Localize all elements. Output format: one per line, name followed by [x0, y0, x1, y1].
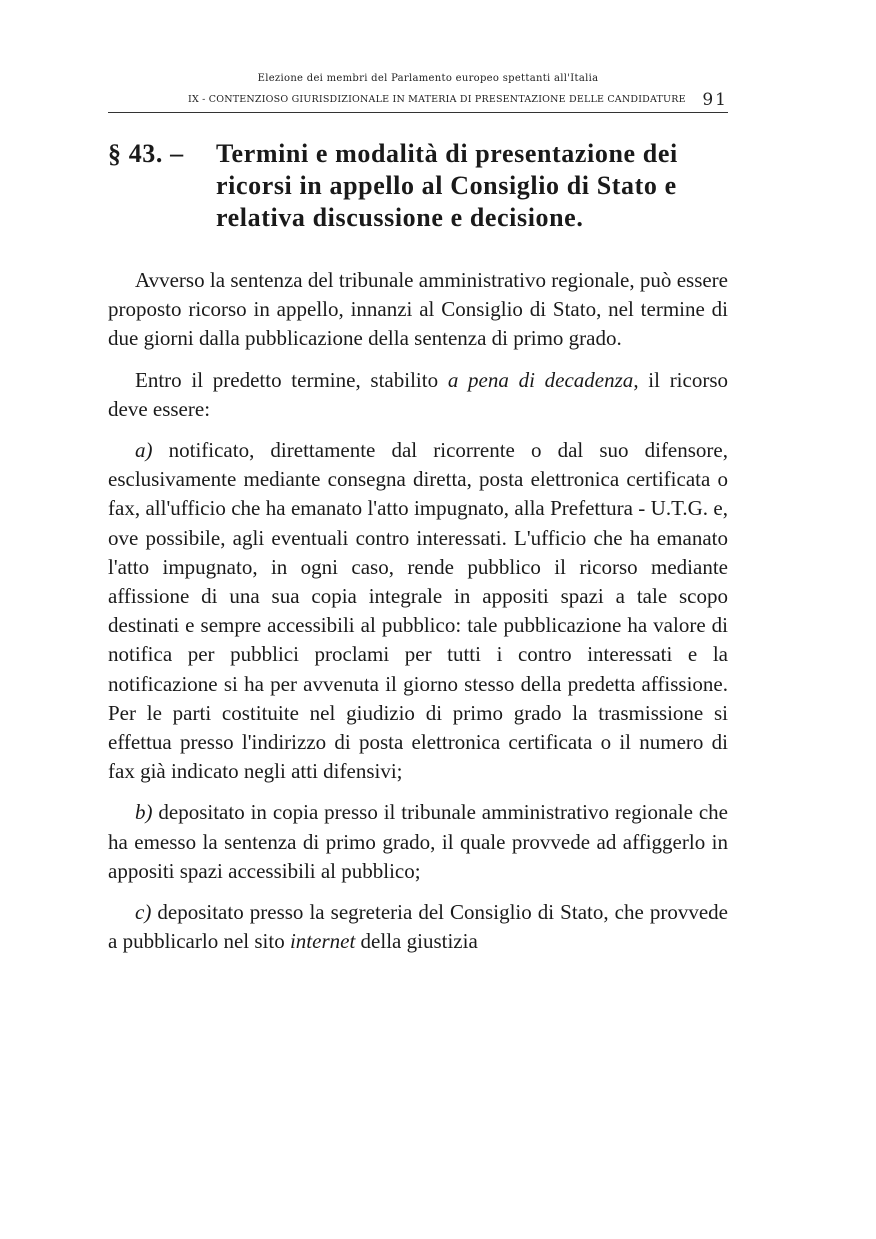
section-title: Termini e modalità di presentazione dei ricorsi in appello al Consiglio di Stato e relativa discussione e decisione.: [216, 139, 678, 232]
item-text: notificato, direttamente dal ricorrente o dal suo difensore, esclusivamente mediante consegna diretta, posta elettronica certificata o fax, all'ufficio che ha emanato l'atto impugnato, alla Prefettura - U.T.G. e, ove possibile, agli eventuali contro interessati. L'ufficio che ha emanato l'atto impugnato, in ogni caso, rende pubblico il ricorso mediante affissione di una sua copia integrale in appositi spazi a tale scopo destinati e sempre accessibili al pubblico: tale pubblicazione ha valore di notifica per pubblici proclami per tutti i contro interessati e la notificazione si ha per avvenuta il giorno stesso della predetta affissione. Per le parti costituite nel giudizio di primo grado la trasmissione si effettua presso l'indirizzo di posta elettronica certificata o il numero di fax già indicato negli atti difensivi;: [108, 438, 728, 784]
item-text: depositato presso la segreteria del Consiglio di Stato, che provvede a pubblicarlo nel sito: [108, 900, 728, 954]
header-rule: [108, 112, 728, 113]
list-item-c: [108, 898, 728, 956]
running-head: [108, 72, 728, 113]
list-item-b: [108, 798, 728, 886]
list-item-a: [108, 436, 728, 786]
section-number: § 43. –: [108, 139, 184, 168]
paragraph: Avverso la sentenza del tribunale amministrativo regionale, può essere proposto ricorso in appello, innanzi al Consiglio di Stato, nel termine di due giorni dalla pubblicazione della sentenza di primo grado.: [108, 268, 728, 351]
chapter-title: IX - CONTENZIOSO GIURISDIZIONALE IN MATERIA DI PRESENTAZIONE DELLE CANDIDATURE: [188, 94, 686, 105]
body-text: [108, 266, 728, 968]
paragraph: [108, 366, 728, 424]
text-run: , il ricorso deve essere:: [108, 367, 729, 421]
running-head-line: [108, 90, 728, 108]
italic-phrase: a pena di decadenza: [447, 367, 634, 392]
item-label: b): [135, 800, 153, 825]
book-title: Elezione dei membri del Parlamento europeo spettanti all'Italia: [257, 73, 599, 84]
item-label: a): [135, 438, 153, 463]
page-number: 91: [702, 90, 728, 110]
text-run: della giustizia: [355, 929, 478, 954]
section-heading: [108, 138, 728, 234]
italic-phrase: internet: [289, 929, 356, 954]
text-run: Entro il predetto termine, stabilito: [135, 367, 448, 392]
item-label: c): [135, 900, 152, 925]
item-text: depositato in copia presso il tribunale amministrativo regionale che ha emesso la sentenza di primo grado, il quale provvede ad affiggerlo in appositi spazi accessibili al pubblico;: [108, 800, 728, 883]
